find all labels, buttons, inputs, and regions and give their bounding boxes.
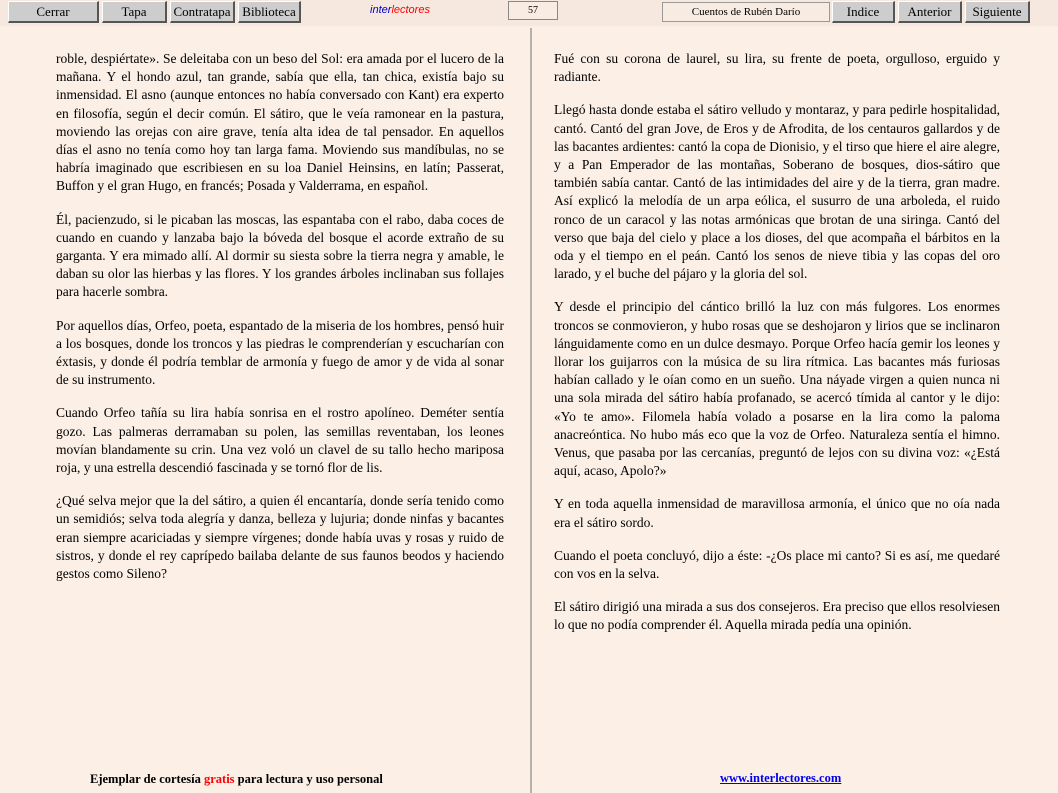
courtesy-text-after: para lectura y uso personal bbox=[234, 772, 383, 786]
biblioteca-button[interactable]: Biblioteca bbox=[238, 1, 301, 23]
paragraph: Fué con su corona de laurel, su lira, su frente de poeta, orgulloso, erguido y radiante. bbox=[554, 51, 1000, 85]
toolbar bbox=[0, 0, 1058, 26]
paragraph: El sátiro dirigió una mirada a sus dos consejeros. Era preciso que ellos resolviesen lo que no podía comprender él. Aquella mirada pedía una opinión. bbox=[554, 599, 1000, 633]
paragraph: roble, despiértate». Se deleitaba con un beso del Sol: era amada por el lucero de la mañana. Y el hondo azul, tan grande, sabía que ella, tan chica, existía bajo su inmensidad. El asno (aunque entonces no había conversado con Kant) era experto en filosofía, según el decir común. El sátiro, que le veía ramonear en la pastura, moviendo las orejas con aire grave, tenía alta idea de tal pensador. En aquellos días el asno no tenía como hoy tan larga fama. Moviendo sus mandíbulas, no se habría imaginado que escribiesen en su loa Daniel Heinsins, en latín; Passerat, Buffon y el gran Hugo, en francés; Posada y Valderrama, en español. bbox=[56, 51, 504, 194]
paragraph: Y en toda aquella inmensidad de maravillosa armonía, el único que no oía nada era el sátiro sordo. bbox=[554, 496, 1000, 530]
paragraph: Por aquellos días, Orfeo, poeta, espantado de la miseria de los hombres, pensó huir a los bosques, donde los troncos y las piedras le comprenderían y escucharían con éxtasis, y donde él podría temblar de armonía y fuego de amor y de vida al sonar de su instrumento. bbox=[56, 317, 505, 388]
page-number: 57 bbox=[508, 1, 558, 20]
paragraph: Llegó hasta donde estaba el sátiro velludo y montaraz, y para pedirle hospitalidad, cantó. Cantó del gran Jove, de Eros y de Afrodita, de los centauros gallardos y de las bacantes ardientes: cantó la copa de Dionisio, y el tirso que hiere el aire alegre, y a Pan Emperador de las montañas, Soberano de bosques, dios-sátiro que también sabía cantar. Cantó de las intimidades del aire y de la tierra, gran madre. Así explicó la melodía de un arpa eólica, el susurro de una arboleda, el ruido ronco de un caracol y las notas armónicas que brotan de una siringa. Cantó del verso que baja del cielo y place a los dioses, del que acompaña el bárbitos en la oda y el tiempo en el peán. Cantó los senos de nieve tibia y las copas del oro larado, y el buche del pájaro y la gloria del sol. bbox=[554, 102, 1000, 282]
brand-logo bbox=[335, 4, 465, 16]
contratapa-button[interactable]: Contratapa bbox=[170, 1, 235, 23]
paragraph: Él, pacienzudo, si le picaban las moscas, las espantaba con el rabo, daba coces de cuando en cuando y lanzaba bajo la bóveda del bosque el acorde extraño de su garganta. Y era mimado allí. Al dormir su siesta sobre la tierra negra y amable, le daban su olor las hierbas y las flores. Y los grandes árboles inclinaban sus follajes para hacerle sombra. bbox=[56, 211, 504, 300]
paragraph: Cuando el poeta concluyó, dijo a éste: -¿Os place mi canto? Si es así, me quedaré con vos en la selva. bbox=[554, 547, 1000, 582]
brand-part-inter: inter bbox=[370, 4, 392, 16]
courtesy-notice bbox=[90, 772, 383, 787]
indice-button[interactable]: Indice bbox=[832, 1, 895, 23]
left-column bbox=[56, 50, 504, 598]
brand-part-lectores: lectores bbox=[391, 4, 430, 16]
site-link[interactable]: www.interlectores.com bbox=[720, 771, 842, 785]
paragraph: Cuando Orfeo tañía su lira había sonrisa en el rostro apolíneo. Deméter sentía gozo. Las palmeras derramaban su polen, las semillas reventaban, los leones movían blandamente su crin. Una vez voló un clavel de su tallo hecho mariposa roja, y una estrella descendió fascinada y se tornó flor de lis. bbox=[56, 405, 504, 476]
book-title: Cuentos de Rubén Darío bbox=[662, 2, 830, 22]
right-column bbox=[554, 50, 1000, 650]
courtesy-text-before: Ejemplar de cortesía bbox=[90, 772, 204, 786]
tapa-button[interactable]: Tapa bbox=[102, 1, 167, 23]
paragraph: ¿Qué selva mejor que la del sátiro, a quien él encantaría, donde sería tenido como un semidiós; selva toda alegría y danza, belleza y lujuria; donde ninfas y bacantes eran siempre acariciadas y siempre vírgenes; donde había uvas y rosas y ruido de sistros, y donde el rey caprípedo bailaba delante de sus faunos beodos y haciendo gestos como Sileno? bbox=[56, 493, 504, 582]
siguiente-button[interactable]: Siguiente bbox=[965, 1, 1030, 23]
cerrar-button[interactable]: Cerrar bbox=[8, 1, 99, 23]
anterior-button[interactable]: Anterior bbox=[898, 1, 962, 23]
paragraph: Y desde el principio del cántico brilló la luz con más fulgores. Los enormes troncos se conmovieron, y hubo rosas que se deshojaron y lirios que se inclinaron lánguidamente como en un dulce desmayo. Porque Orfeo hacía gemir los leones y llorar los guijarros con la música de su lira rítmica. Las bacantes más furiosas habían callado y le oían como en un sueño. Una náyade virgen a quien nunca ni una sola mirada del sátiro había profanado, se acercó tímida al cantor y le dijo: «Yo te amo». Filomela había volado a posarse en la lira como la paloma anacreóntica. No hubo más eco que la voz de Orfeo. Naturaleza sentía el himno. Venus, que pasaba por las cercanías, preguntó de lejos con su divina voz: «¿Está aquí, acaso, Apolo?» bbox=[554, 299, 1000, 479]
column-divider bbox=[530, 28, 532, 793]
courtesy-gratis: gratis bbox=[203, 772, 235, 786]
